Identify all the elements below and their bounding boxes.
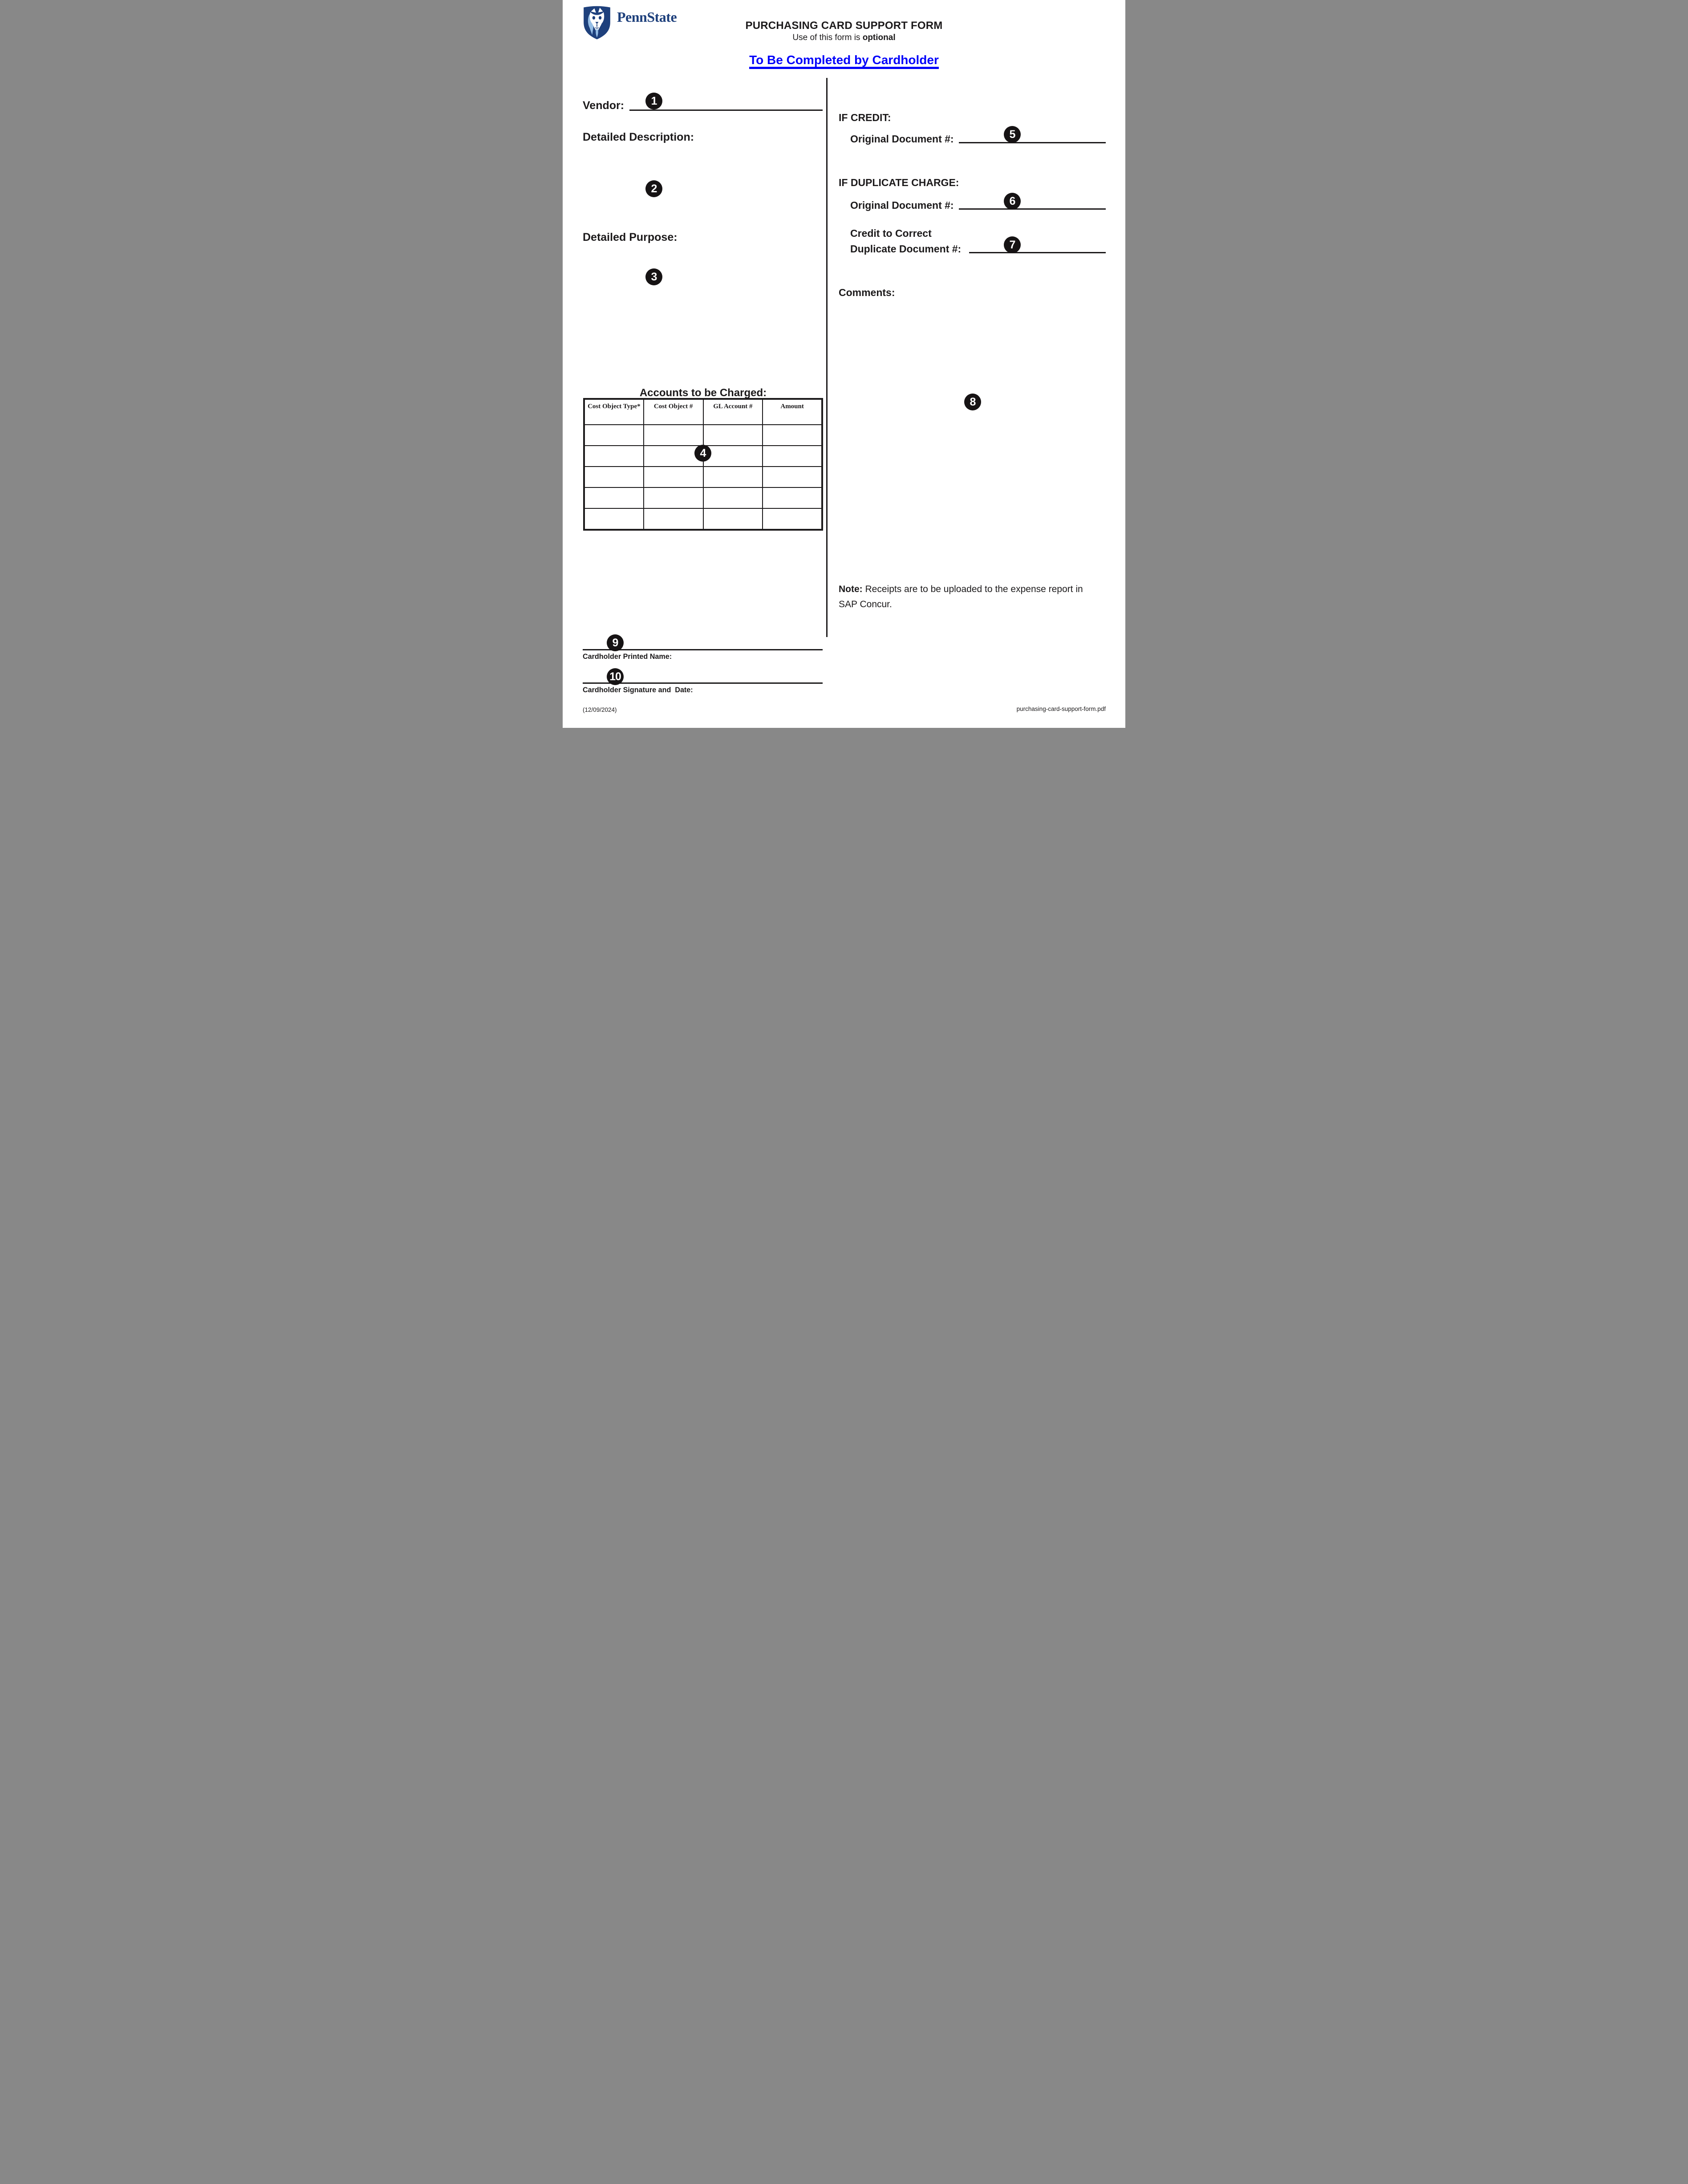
note-prefix: Note:: [839, 584, 863, 594]
field-marker-3: 3: [645, 268, 662, 285]
field-marker-4: 4: [694, 445, 711, 462]
table-cell[interactable]: [584, 425, 644, 446]
table-row: [584, 508, 822, 530]
detailed-purpose-label: Detailed Purpose:: [583, 231, 678, 244]
table-row: [584, 425, 822, 446]
table-cell[interactable]: [763, 446, 822, 467]
section-heading: To Be Completed by Cardholder: [749, 54, 939, 69]
if-credit-label: IF CREDIT:: [839, 112, 891, 123]
col-header-gl-account-number: GL Account #: [703, 399, 763, 425]
table-cell[interactable]: [763, 425, 822, 446]
table-cell[interactable]: [584, 446, 644, 467]
penn-state-wordmark: PennState: [617, 9, 677, 25]
pdf-page: [563, 0, 1125, 728]
field-marker-10: 10: [607, 668, 624, 685]
cardholder-printed-name-label: Cardholder Printed Name:: [583, 652, 672, 661]
vendor-field-line[interactable]: [629, 110, 823, 111]
form-title: PURCHASING CARD SUPPORT FORM: [745, 20, 943, 32]
table-cell[interactable]: [584, 508, 644, 530]
credit-to-correct-label-line1: Credit to Correct: [850, 227, 932, 239]
duplicate-original-document-label: Original Document #:: [850, 199, 954, 211]
table-cell[interactable]: [703, 446, 763, 467]
footer-revision-date: (12/09/2024): [583, 706, 617, 713]
credit-original-document-label: Original Document #:: [850, 133, 954, 145]
form-subtitle-prefix: Use of this form is: [792, 33, 863, 42]
table-cell[interactable]: [644, 508, 703, 530]
form-subtitle-emphasis: optional: [862, 33, 896, 42]
form-subtitle: [563, 33, 1125, 43]
field-marker-7: 7: [1004, 236, 1021, 253]
table-cell[interactable]: [644, 487, 703, 508]
note-body: Receipts are to be uploaded to the expense report in SAP Concur.: [839, 584, 1083, 609]
credit-to-correct-label-line2: Duplicate Document #:: [850, 243, 962, 255]
detailed-description-label: Detailed Description:: [583, 131, 694, 143]
table-cell[interactable]: [644, 446, 703, 467]
field-marker-2: 2: [645, 180, 662, 197]
duplicate-original-document-field-line[interactable]: [959, 208, 1106, 210]
credit-duplicate-document-field-line[interactable]: [969, 252, 1106, 253]
cardholder-signature-label: Cardholder Signature and Date:: [583, 686, 693, 694]
table-row: [584, 487, 822, 508]
table-cell[interactable]: [763, 487, 822, 508]
table-cell[interactable]: [584, 487, 644, 508]
footer-filename: purchasing-card-support-form.pdf: [1016, 706, 1106, 712]
accounts-table-title: Accounts to be Charged:: [639, 387, 767, 399]
col-header-cost-object-type: Cost Object Type*: [584, 399, 644, 425]
field-marker-1: 1: [645, 93, 662, 110]
comments-label: Comments:: [839, 287, 895, 298]
table-cell[interactable]: [703, 425, 763, 446]
if-duplicate-charge-label: IF DUPLICATE CHARGE:: [839, 177, 959, 188]
accounts-table: [583, 398, 823, 531]
section-heading-wrap: [563, 54, 1125, 69]
table-cell[interactable]: [763, 467, 822, 487]
table-cell[interactable]: [584, 467, 644, 487]
table-cell[interactable]: [644, 467, 703, 487]
table-cell[interactable]: [703, 467, 763, 487]
col-header-cost-object-number: Cost Object #: [644, 399, 703, 425]
column-divider: [826, 78, 828, 637]
table-cell[interactable]: [703, 508, 763, 530]
credit-original-document-field-line[interactable]: [959, 142, 1106, 143]
table-cell[interactable]: [763, 508, 822, 530]
vendor-label: Vendor:: [583, 99, 625, 112]
note-text: [839, 582, 1088, 612]
field-marker-8: 8: [964, 394, 981, 410]
table-row: [584, 467, 822, 487]
col-header-amount: Amount: [763, 399, 822, 425]
table-cell[interactable]: [644, 425, 703, 446]
field-marker-9: 9: [607, 634, 624, 651]
table-cell[interactable]: [703, 487, 763, 508]
field-marker-6: 6: [1004, 193, 1021, 210]
field-marker-5: 5: [1004, 126, 1021, 143]
